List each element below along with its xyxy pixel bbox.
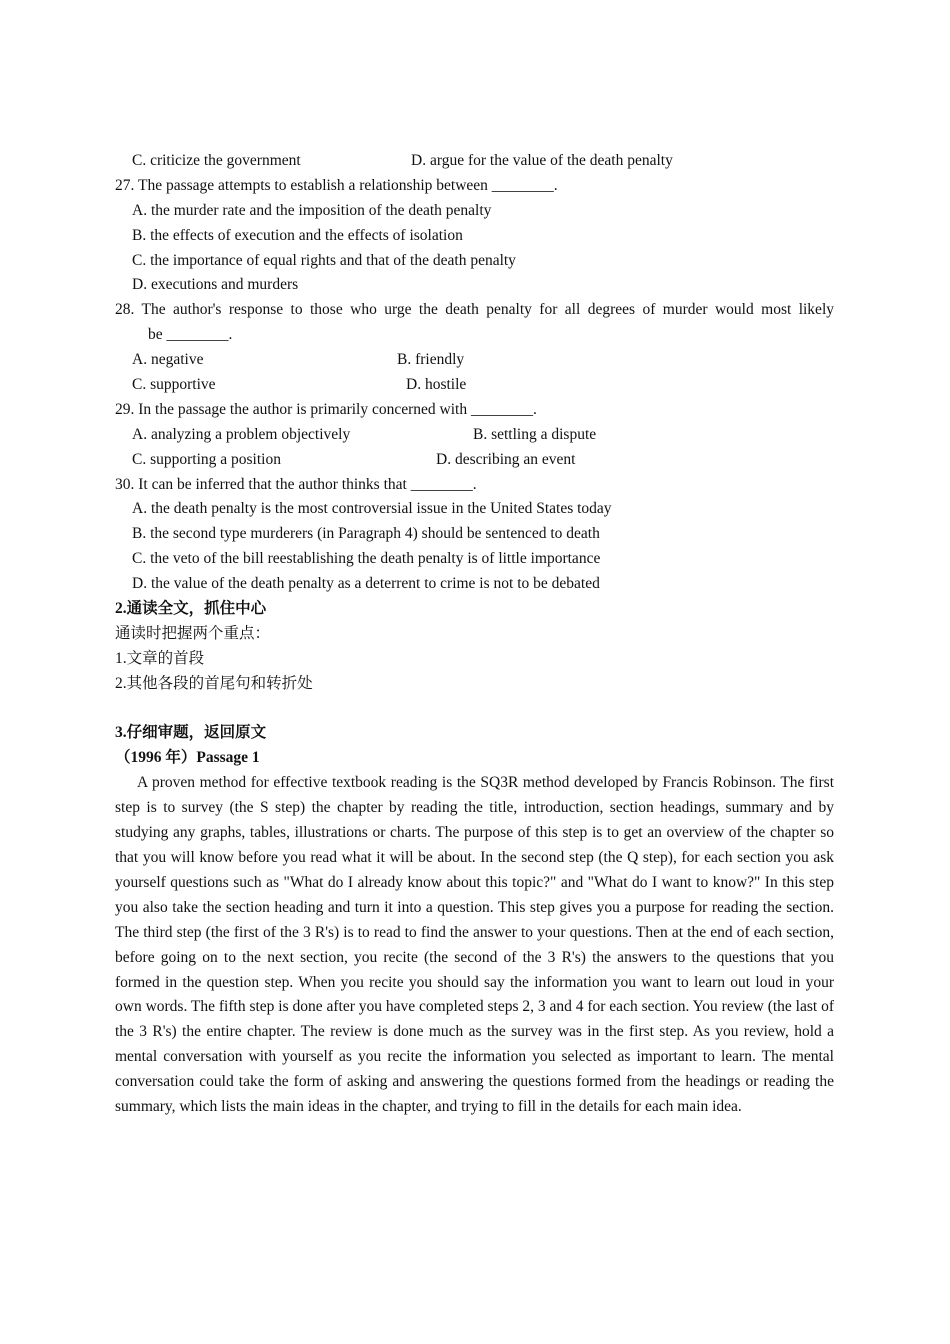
section2-point-1: 1.文章的首段 bbox=[115, 649, 205, 667]
q30-option-c: C. the veto of the bill reestablishing the death penalty is of little importance bbox=[132, 550, 601, 568]
q29-option-a: A. analyzing a problem objectively bbox=[132, 425, 351, 443]
section3-heading: 3.仔细审题，返回原文 bbox=[115, 724, 267, 742]
q29-options-ab bbox=[115, 423, 834, 448]
section2-heading: 2.通读全文，抓住中心 bbox=[115, 600, 267, 618]
q28-option-b: B. friendly bbox=[397, 351, 465, 369]
q26-option-c: C. criticize the government bbox=[132, 152, 301, 169]
q29-option-d: D. describing an event bbox=[436, 450, 576, 468]
passage-title: （1996 年）Passage 1 bbox=[115, 749, 260, 767]
q30-option-b: B. the second type murderers (in Paragraph 4) should be sentenced to death bbox=[132, 525, 600, 543]
section2-point-2: 2.其他各段的首尾句和转折处 bbox=[115, 674, 313, 692]
passage-paragraph: A proven method for effective textbook reading is the SQ3R method developed by Francis Robinson. The first step is to survey (the S step) the chapter by reading the title, introduction, section headings, summary and by studying any graphs, tables, illustrations or charts. The purpose of this step is to get an overview of the chapter so that you will know before you read what it will be about. In the second step (the Q step), for each section you ask yourself questions such as "What do I already know about this topic?" and "What do I want to know?" In this step you also take the section heading and turn it into a question. This step gives you a purpose for reading the section. The third step (the first of the 3 R's) is to read to find the answer to your questions. Then at the end of each section, before going on to the next section, you recite (the second of the 3 R's) the answers to the questions that you formed in the question step. When you recite you should say the information you want to learn out loud in your own words. The fifth step is done after you have completed steps 2, 3 and 4 for each section. You review (the last of the 3 R's) the entire chapter. The review is done much as the survey was in the first step. As you review, hold a mental conversation with yourself as you recite the information you selected as important to learn. The mental conversation could take the form of asking and answering the questions formed from the headings or reading the summary, which lists the main ideas in the chapter, and trying to fill in the details for each main idea. bbox=[115, 774, 834, 1116]
q27-option-b: B. the effects of execution and the effects of isolation bbox=[132, 226, 463, 244]
q28-option-a: A. negative bbox=[132, 351, 204, 369]
q28-stem: 28. The author's response to those who urge the death penalty for all degrees of murder would most likely bbox=[115, 301, 834, 319]
q28-stem-continuation: be ________. bbox=[148, 326, 233, 344]
q27-option-d: D. executions and murders bbox=[132, 276, 299, 294]
q27-stem: 27. The passage attempts to establish a relationship between ________. bbox=[115, 176, 558, 194]
q27-option-c: C. the importance of equal rights and that of the death penalty bbox=[132, 251, 516, 269]
q28-option-c: C. supportive bbox=[132, 376, 216, 394]
section2-intro: 通读时把握两个重点： bbox=[115, 624, 271, 642]
document-page bbox=[115, 149, 834, 1120]
q30-option-d: D. the value of the death penalty as a deterrent to crime is not to be debated bbox=[132, 575, 600, 593]
q27-option-a: A. the murder rate and the imposition of the death penalty bbox=[132, 201, 492, 219]
q26-options-cd bbox=[115, 149, 834, 174]
q30-option-a: A. the death penalty is the most controversial issue in the United States today bbox=[132, 500, 612, 518]
q28-options-ab bbox=[115, 348, 834, 373]
spacer bbox=[115, 697, 834, 722]
q28-options-cd bbox=[115, 373, 834, 398]
q26-option-d: D. argue for the value of the death penalty bbox=[411, 152, 673, 169]
q30-stem: 30. It can be inferred that the author thinks that ________. bbox=[115, 475, 477, 493]
q29-stem: 29. In the passage the author is primarily concerned with ________. bbox=[115, 400, 537, 418]
q29-option-b: B. settling a dispute bbox=[473, 425, 597, 443]
q28-option-d: D. hostile bbox=[406, 376, 467, 394]
q29-option-c: C. supporting a position bbox=[132, 450, 281, 468]
q29-options-cd bbox=[115, 448, 834, 473]
